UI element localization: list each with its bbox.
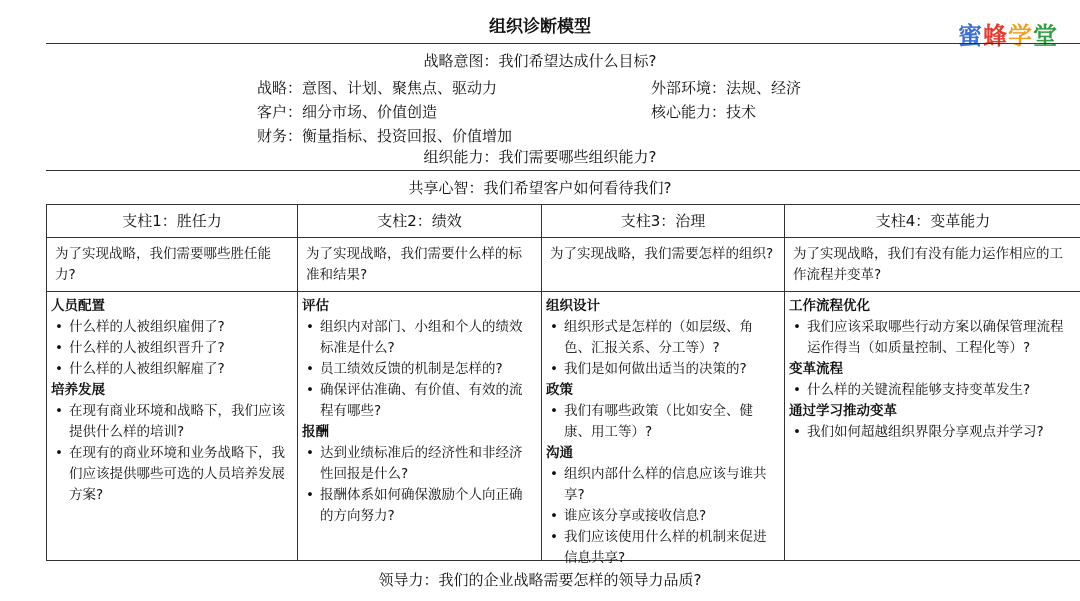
org-capability: 组织能力：我们需要哪些组织能力?	[423, 148, 657, 166]
bullet-item: • 我们应该采取哪些行动方案以确保管理流程运作得当（如质量控制、工程化等）?	[789, 317, 1075, 359]
bullet-item: • 报酬体系如何确保激励个人向正确的方向努力?	[302, 485, 535, 527]
shared-mindset: 共享心智：我们希望客户如何看待我们?	[408, 179, 672, 197]
bullet-item: • 谁应该分享或接收信息?	[546, 506, 778, 527]
bullet-item: • 我们应该使用什么样的机制来促进信息共享?	[546, 527, 778, 569]
row-label: 财务：	[257, 127, 303, 145]
bullet-item: • 我们是如何做出适当的决策的?	[546, 359, 778, 380]
bullet-item: • 在现有商业环境和战略下，我们应该提供什么样的培训?	[51, 401, 291, 443]
pillar-question: 为了实现战略，我们需要什么样的标准和结果?	[298, 238, 541, 292]
row-value: 衡量指标、投资回报、价值增加	[302, 127, 513, 145]
pillar-body	[785, 292, 1080, 443]
pillar-column	[298, 205, 542, 560]
bullet-item: • 我们有哪些政策（比如安全、健康、用工等）?	[546, 401, 778, 443]
pillar-column	[47, 205, 298, 560]
strategy-left-row	[257, 101, 437, 122]
strategy-right-row	[651, 101, 756, 122]
section-title: 通过学习推动变革	[789, 403, 897, 419]
pillar-header: 支柱1：胜任力	[47, 205, 297, 238]
pillar-header: 支柱3：治理	[542, 205, 784, 238]
section-title: 政策	[546, 382, 573, 398]
logo-char: 堂	[1033, 21, 1058, 50]
pillars-table	[46, 204, 1080, 566]
bullet-item: • 什么样的关键流程能够支持变革发生?	[789, 380, 1075, 401]
strategy-left-row	[257, 125, 512, 146]
pillar-question: 为了实现战略，我们有没有能力运作相应的工作流程并变革?	[785, 238, 1080, 292]
row-value: 意图、计划、聚焦点、驱动力	[302, 79, 498, 97]
divider	[46, 43, 1080, 44]
bullet-item: • 什么样的人被组织晋升了?	[51, 338, 291, 359]
section-title: 培养发展	[51, 382, 105, 398]
pillar-body	[47, 292, 297, 506]
section-title: 评估	[302, 298, 329, 314]
pillar-question: 为了实现战略，我们需要哪些胜任能力?	[47, 238, 297, 292]
row-label: 外部环境：	[651, 79, 727, 97]
bullet-item: • 确保评估准确、有价值、有效的流程有哪些?	[302, 380, 535, 422]
bullet-item: • 组织内部什么样的信息应该与谁共享?	[546, 464, 778, 506]
logo-char: 学	[1008, 21, 1033, 50]
bullet-item: • 我们如何超越组织界限分享观点并学习?	[789, 422, 1075, 443]
pillar-column	[542, 205, 785, 566]
section-title: 工作流程优化	[789, 298, 870, 314]
section-title: 变革流程	[789, 361, 843, 377]
pillar-body	[298, 292, 541, 527]
bullet-item: • 什么样的人被组织雇佣了?	[51, 317, 291, 338]
row-label: 战略：	[257, 79, 303, 97]
divider	[46, 170, 1080, 171]
bullet-item: • 组织形式是怎样的（如层级、角色、汇报关系、分工等）?	[546, 317, 778, 359]
bullet-item: • 什么样的人被组织解雇了?	[51, 359, 291, 380]
section-title: 沟通	[546, 445, 573, 461]
section-title: 报酬	[302, 424, 329, 440]
row-label: 客户：	[257, 103, 303, 121]
logo-char: 蜂	[983, 21, 1008, 50]
pillar-column	[785, 205, 1080, 560]
bullet-item: • 组织内对部门、小组和个人的绩效标准是什么?	[302, 317, 535, 359]
pillar-body	[542, 292, 784, 569]
strategy-right-row	[651, 77, 801, 98]
leadership: 领导力：我们的企业战略需要怎样的领导力品质?	[378, 571, 702, 589]
bullet-item: • 在现有的商业环境和业务战略下，我们应该提供哪些可选的人员培养发展方案?	[51, 443, 291, 506]
strategic-intent: 战略意图：我们希望达成什么目标?	[423, 52, 657, 70]
diagram-title: 组织诊断模型	[489, 17, 591, 37]
bullet-item: • 达到业绩标准后的经济性和非经济性回报是什么?	[302, 443, 535, 485]
pillar-header: 支柱4：变革能力	[785, 205, 1080, 238]
row-label: 核心能力：	[651, 103, 727, 121]
row-value: 法规、经济	[726, 79, 802, 97]
logo-char: 蜜	[958, 21, 983, 50]
row-value: 细分市场、价值创造	[302, 103, 438, 121]
logo	[958, 16, 1058, 51]
pillar-header: 支柱2：绩效	[298, 205, 541, 238]
section-title: 组织设计	[546, 298, 600, 314]
bullet-item: • 员工绩效反馈的机制是怎样的?	[302, 359, 535, 380]
row-value: 技术	[726, 103, 757, 121]
section-title: 人员配置	[51, 298, 105, 314]
pillar-question: 为了实现战略，我们需要怎样的组织?	[542, 238, 784, 292]
strategy-left-row	[257, 77, 497, 98]
